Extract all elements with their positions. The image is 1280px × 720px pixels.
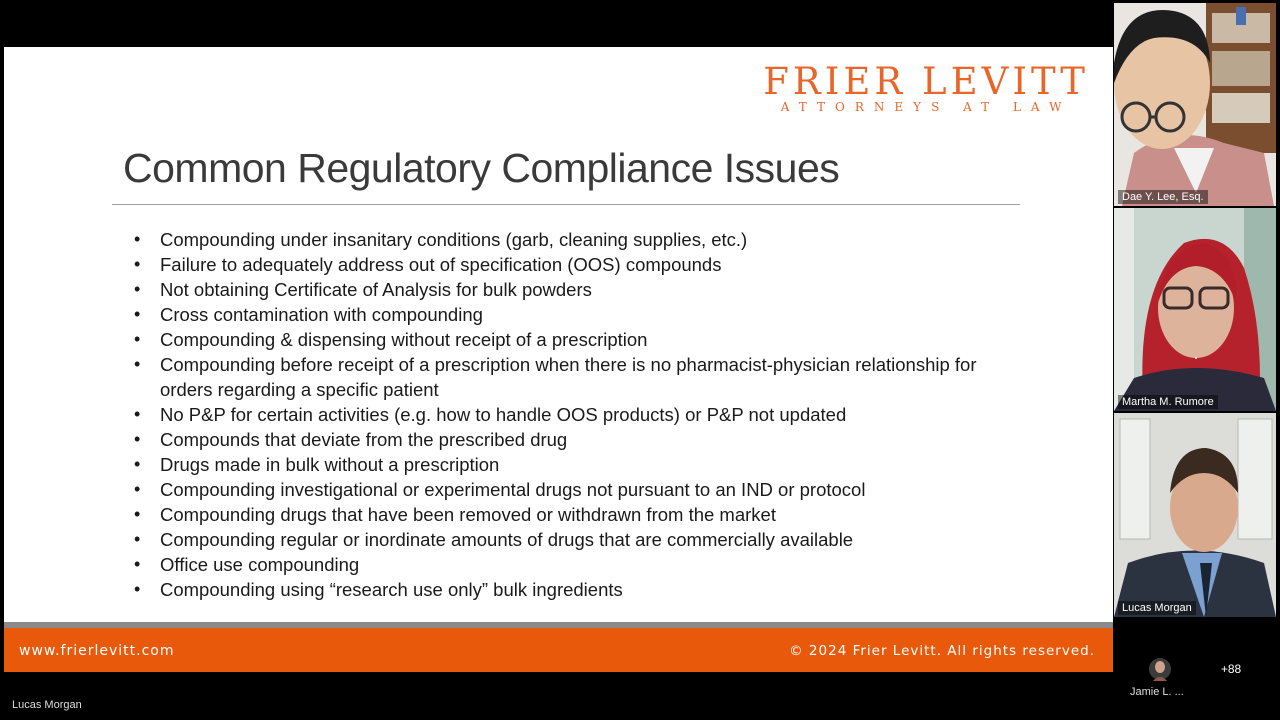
bullet-item	[132, 527, 1012, 552]
bullet-text: Office use compounding	[160, 554, 360, 575]
bullet-item	[132, 252, 1012, 277]
bullet-item	[132, 452, 1012, 477]
bullet-text: Compounding using “research use only” bulk ingredients	[160, 579, 623, 600]
slide-title: Common Regulatory Compliance Issues	[123, 145, 840, 191]
bullet-text: Compounding & dispensing without receipt of a prescription	[160, 329, 648, 350]
bullet-text: Compounding before receipt of a prescription when there is no pharmacist-physician relationship for orders regarding a specific patient	[160, 354, 977, 400]
bullet-item	[132, 227, 1012, 252]
bullet-item	[132, 277, 1012, 302]
bullet-marker: •	[134, 479, 141, 499]
bullet-marker: •	[134, 304, 141, 324]
presenter-name: Lucas Morgan	[12, 699, 82, 711]
bullet-text: No P&P for certain activities (e.g. how to handle OOS products) or P&P not updated	[160, 404, 847, 425]
bullet-marker: •	[134, 529, 141, 549]
bullet-text: Compounding drugs that have been removed or withdrawn from the market	[160, 504, 776, 525]
bullet-list	[132, 227, 1012, 602]
frier-levitt-logo: FRIER LEVITT ATTORNEYS AT LAW	[763, 60, 1089, 114]
bullet-item	[132, 577, 1012, 602]
bullet-marker: •	[134, 254, 141, 274]
bullet-marker: •	[134, 354, 141, 374]
more-participants[interactable]	[1130, 655, 1270, 705]
bullet-marker: •	[134, 454, 141, 474]
bullet-marker: •	[134, 329, 141, 349]
participant-video-2	[1114, 208, 1276, 411]
bullet-item	[132, 552, 1012, 577]
bullet-text: Compounding investigational or experimental drugs not pursuant to an IND or protocol	[160, 479, 866, 500]
bullet-item	[132, 427, 1012, 452]
bullet-marker: •	[134, 579, 141, 599]
bullet-item	[132, 302, 1012, 327]
participant-video-1	[1114, 3, 1276, 206]
participant-tile[interactable]	[1114, 208, 1276, 411]
bullet-text: Cross contamination with compounding	[160, 304, 483, 325]
bullet-marker: •	[134, 404, 141, 424]
bullet-marker: •	[134, 279, 141, 299]
bullet-item	[132, 352, 1012, 402]
bullet-item	[132, 402, 1012, 427]
shared-slide	[4, 47, 1113, 672]
bullet-text: Compounds that deviate from the prescribed drug	[160, 429, 568, 450]
participant-tile[interactable]	[1114, 413, 1276, 617]
bullet-marker: •	[134, 229, 141, 249]
bullet-text: Not obtaining Certificate of Analysis for bulk powders	[160, 279, 592, 300]
bullet-marker: •	[134, 504, 141, 524]
bullet-marker: •	[134, 554, 141, 574]
participant-video-3	[1114, 413, 1276, 617]
slide-footer	[4, 628, 1113, 672]
participant-name: Jamie L. ...	[1130, 686, 1184, 698]
title-divider	[112, 204, 1020, 205]
more-count[interactable]: +88	[1220, 662, 1242, 676]
bullet-item	[132, 502, 1012, 527]
bullet-marker: •	[134, 429, 141, 449]
bullet-text: Compounding under insanitary conditions (garb, cleaning supplies, etc.)	[160, 229, 748, 250]
bullet-text: Compounding regular or inordinate amounts of drugs that are commercially available	[160, 529, 854, 550]
bullet-item	[132, 477, 1012, 502]
avatar	[1148, 657, 1172, 681]
participant-name: Dae Y. Lee, Esq.	[1118, 190, 1208, 204]
bullet-item	[132, 327, 1012, 352]
participant-name: Martha M. Rumore	[1118, 395, 1218, 409]
participant-name: Lucas Morgan	[1118, 601, 1196, 615]
bullet-text: Failure to adequately address out of specification (OOS) compounds	[160, 254, 722, 275]
footer-url: www.frierlevitt.com	[19, 643, 175, 659]
bullet-text: Drugs made in bulk without a prescription	[160, 454, 500, 475]
footer-copyright: © 2024 Frier Levitt. All rights reserved.	[789, 643, 1095, 659]
participant-tile[interactable]	[1114, 3, 1276, 206]
